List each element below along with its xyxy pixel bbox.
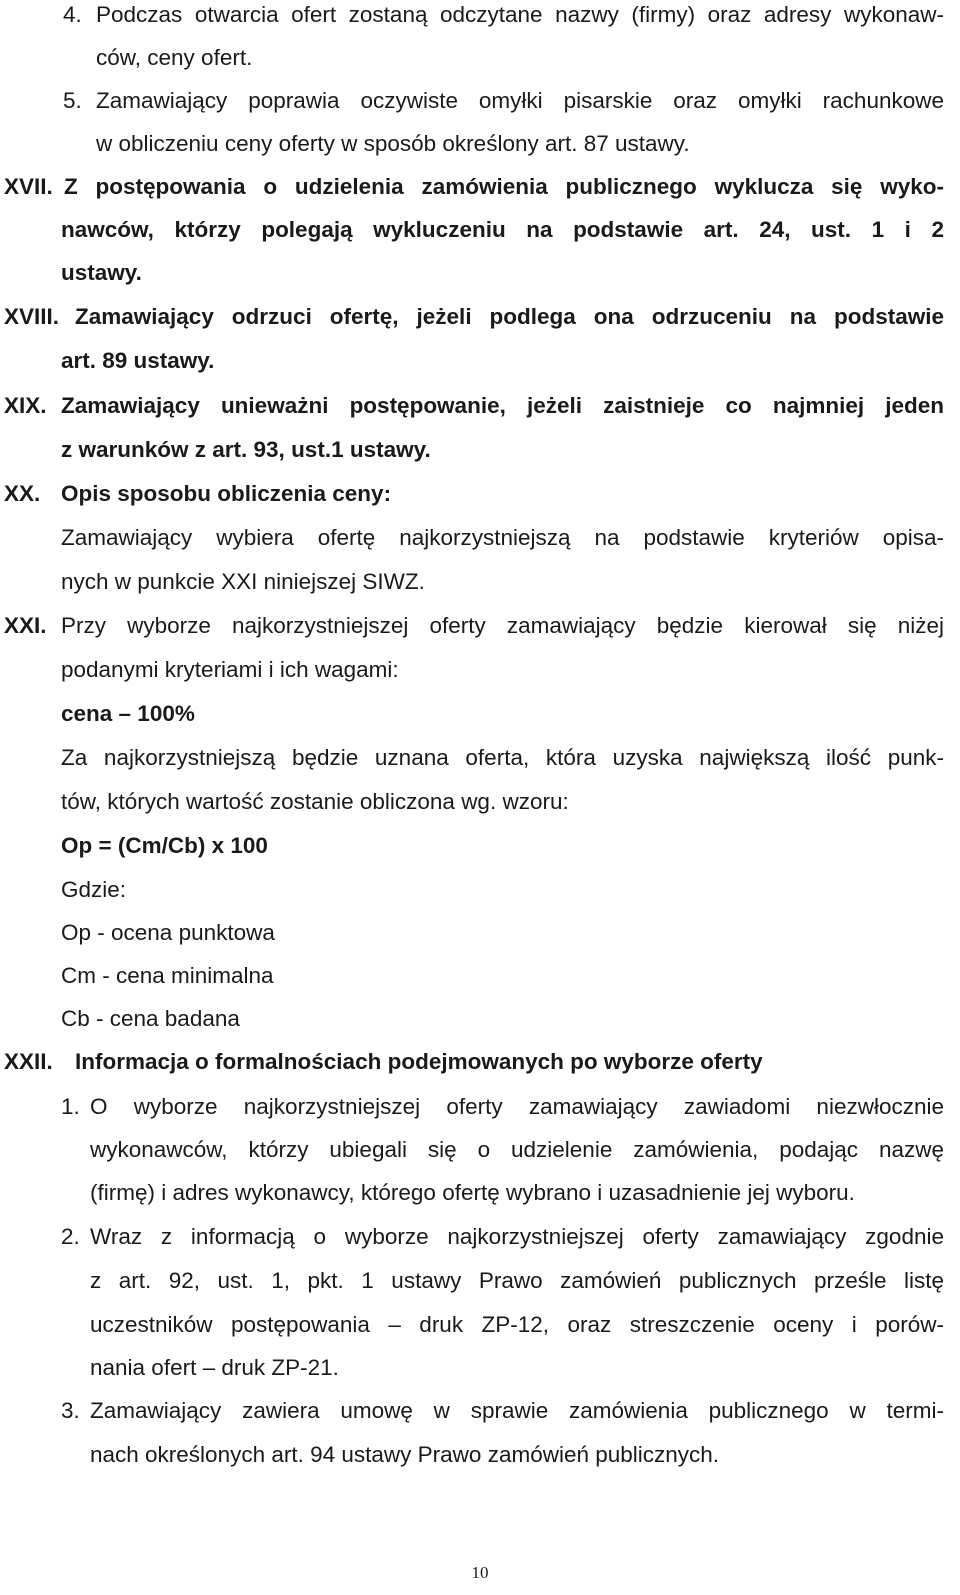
xxii-point-2-line-2: z art. 92, ust. 1, pkt. 1 ustawy Prawo zamówień publicznych prześle listę (90, 1268, 944, 1293)
xxii-point-1-line-2: wykonawców, którzy ubiegali się o udzielenie zamówienia, podając nazwę (90, 1137, 944, 1162)
section-xix-line-2: z warunków z art. 93, ust.1 ustawy. (61, 437, 431, 462)
section-xvii-line-1: Z postępowania o udzielenia zamówienia publicznego wyklucza się wyko- (64, 174, 944, 199)
section-xix-number: XIX. (4, 393, 47, 418)
section-xvii-line-2: nawców, którzy polegają wykluczeniu na podstawie art. 24, ust. 1 i 2 (61, 217, 944, 242)
section-xvii-line-3: ustawy. (61, 260, 142, 285)
section-xx-title: Opis sposobu obliczenia ceny: (61, 481, 392, 506)
section-xviii-line-2: art. 89 ustawy. (61, 348, 215, 373)
xxii-point-3-number: 3. (61, 1398, 80, 1423)
item-4-line-2: ców, ceny ofert. (96, 45, 253, 70)
xxii-point-3-line-1: Zamawiający zawiera umowę w sprawie zamówienia publicznego w termi- (90, 1398, 944, 1423)
xxii-point-2-number: 2. (61, 1224, 80, 1249)
section-xix-line-1: Zamawiający unieważni postępowanie, jeżeli zaistnieje co najmniej jeden (61, 393, 944, 418)
section-xvii-number: XVII. (4, 174, 53, 199)
item-4-number: 4. (63, 2, 82, 27)
section-xviii-line-1: Zamawiający odrzuci ofertę, jeżeli podlega ona odrzuceniu na podstawie (75, 304, 944, 329)
xxii-point-2-line-4: nania ofert – druk ZP-21. (90, 1355, 339, 1380)
formula-op: Op - ocena punktowa (61, 920, 275, 945)
xxii-point-1-line-1: O wyborze najkorzystniejszej oferty zamawiający zawiadomi niezwłocznie (90, 1094, 944, 1119)
section-xxi-line-3: Za najkorzystniejszą będzie uznana oferta, która uzyska największą ilość punk- (61, 745, 944, 770)
section-xx-number: XX. (4, 481, 41, 506)
xxii-point-2-line-1: Wraz z informacją o wyborze najkorzystniejszej oferty zamawiający zgodnie (90, 1224, 944, 1249)
formula: Op = (Cm/Cb) x 100 (61, 833, 268, 858)
item-4-line-1: Podczas otwarcia ofert zostaną odczytane nazwy (firmy) oraz adresy wykonaw- (96, 2, 944, 27)
xxii-point-2-line-3: uczestników postępowania – druk ZP-12, oraz streszczenie oceny i porów- (90, 1312, 944, 1337)
formula-cb: Cb - cena badana (61, 1006, 240, 1031)
xxii-point-3-line-2: nach określonych art. 94 ustawy Prawo zamówień publicznych. (90, 1442, 720, 1467)
xxii-point-1-line-3: (firmę) i adres wykonawcy, którego ofertę wybrano i uzasadnienie jej wyboru. (90, 1180, 855, 1205)
page-number: 10 (471, 1563, 489, 1582)
section-xxi-line-2: podanymi kryteriami i ich wagami: (61, 657, 399, 682)
section-xx-line-2: nych w punkcie XXI niniejszej SIWZ. (61, 569, 425, 594)
section-xx-line-1: Zamawiający wybiera ofertę najkorzystniejszą na podstawie kryteriów opisa- (61, 525, 944, 550)
item-5-line-2: w obliczeniu ceny oferty w sposób określony art. 87 ustawy. (96, 131, 690, 156)
section-xviii-number: XVIII. (4, 304, 60, 329)
formula-where: Gdzie: (61, 877, 127, 902)
item-5-line-1: Zamawiający poprawia oczywiste omyłki pisarskie oraz omyłki rachunkowe (96, 88, 944, 113)
item-5-number: 5. (63, 88, 82, 113)
section-xxi-number: XXI. (4, 613, 47, 638)
xxii-point-1-number: 1. (61, 1094, 80, 1119)
section-xxii-title: Informacja o formalnościach podejmowanych po wyborze oferty (75, 1049, 763, 1074)
section-xxi-line-4: tów, których wartość zostanie obliczona wg. wzoru: (61, 789, 569, 814)
formula-cm: Cm - cena minimalna (61, 963, 274, 988)
section-xxi-line-1: Przy wyborze najkorzystniejszej oferty zamawiający będzie kierował się niżej (61, 613, 944, 638)
criterion-price: cena – 100% (61, 701, 195, 726)
section-xxii-number: XXII. (4, 1049, 53, 1074)
